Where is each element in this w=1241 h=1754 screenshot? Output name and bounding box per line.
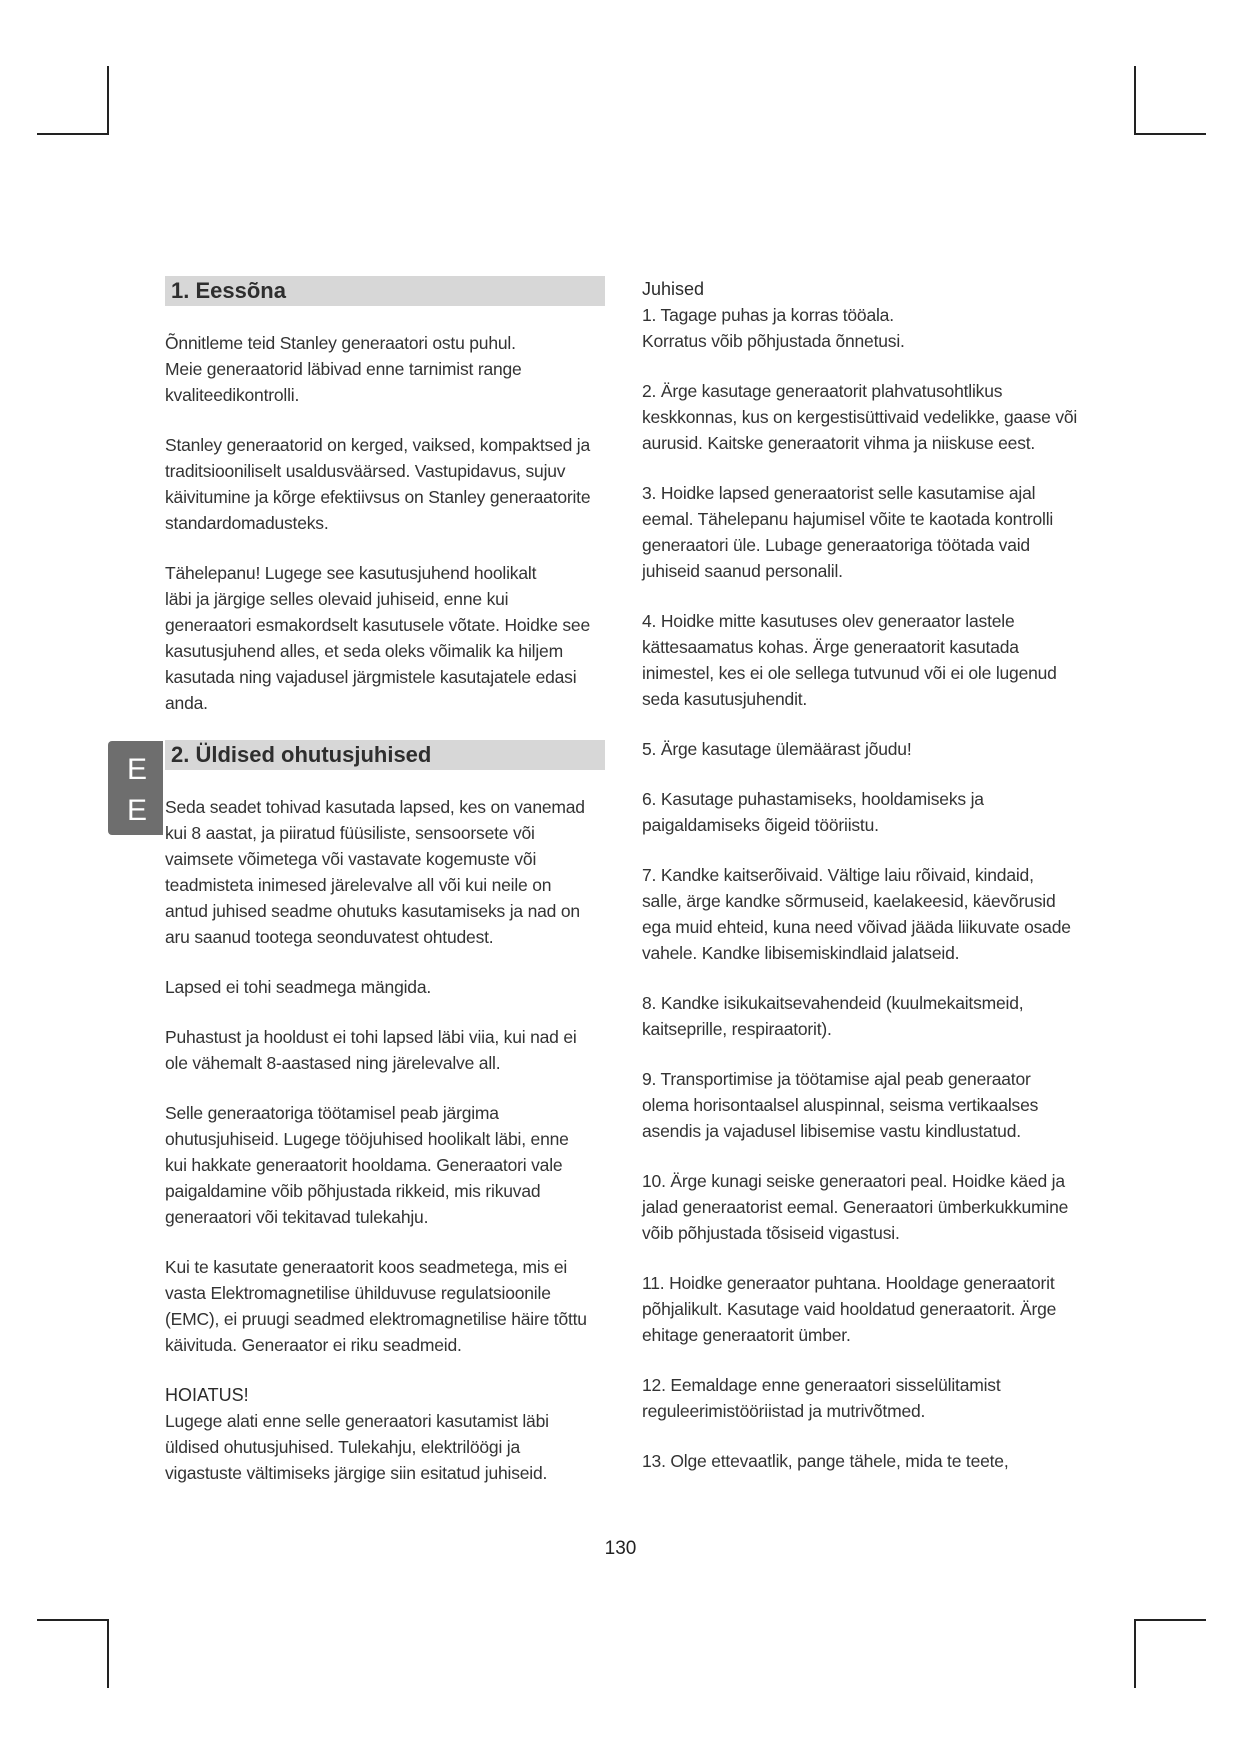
list-item: 2. Ärge kasutage generaatorit plahvatusohtlikus keskkonnas, kus on kergestisüttivaid vedelikke, gaase või aurusid. Kaitske generaatorit vihma ja niiskuse eest.: [642, 381, 1078, 453]
crop-mark-bottom-left-vertical: [107, 1619, 109, 1688]
crop-mark-top-left-horizontal: [37, 133, 109, 135]
language-tab-letter: E: [127, 753, 148, 786]
crop-mark-top-right-horizontal: [1134, 133, 1206, 135]
list-item: 13. Olge ettevaatlik, pange tähele, mida te teete,: [642, 1451, 1009, 1471]
list-item: 4. Hoidke mitte kasutuses olev generaator lastele kättesaamatus kohas. Ärge generaatorit kasutada inimestel, kes ei ole sellega tutvunud või ei ole lugenud seda kasutusjuhendit.: [642, 611, 1057, 709]
paragraph: Stanley generaatorid on kerged, vaiksed, kompaktsed ja traditsiooniliselt usaldusväärsed. Vastupidavus, sujuv käivitumine ja kõrge efektiivsus on Stanley generaatorite standardomadusteks.: [165, 435, 591, 533]
list-item: 5. Ärge kasutage ülemäärast jõudu!: [642, 739, 912, 759]
language-tab-letter: E: [127, 794, 148, 827]
paragraph: Lapsed ei tohi seadmega mängida.: [165, 977, 432, 997]
list-item: 11. Hoidke generaator puhtana. Hooldage generaatorit põhjalikult. Kasutage vaid hooldatud generaatorit. Ärge ehitage generaatorit ümber.: [642, 1273, 1057, 1345]
instructions-heading: Juhised: [642, 279, 705, 299]
paragraph: Õnnitleme teid Stanley generaatori ostu puhul. Meie generaatorid läbivad enne tarnimist range kvaliteedikontrolli.: [165, 333, 522, 405]
list-item: 8. Kandke isikukaitsevahendeid (kuulmekaitsmeid, kaitseprille, respiraatorit).: [642, 993, 1024, 1039]
paragraph: Seda seadet tohivad kasutada lapsed, kes on vanemad kui 8 aastat, ja piiratud füüsiliste, sensoorsete või vaimsete võimetega või vastavate kogemuste või teadmisteta inimesed järelevalve all või kui neile on antud juhised seadme ohutuks kasutamiseks ja nad on aru saanud tootega seonduvatest ohtudest.: [165, 797, 585, 947]
paragraph: Tähelepanu! Lugege see kasutusjuhend hoolikalt läbi ja järgige selles olevaid juhiseid, enne kui generaatori esmakordselt kasutusele võtate. Hoidke see kasutusjuhend alles, et seda oleks võimalik ka hiljem kasutada ning vajadusel järgmistele kasutajatele edasi anda.: [165, 563, 590, 713]
section-heading: 2. Üldised ohutusjuhised: [165, 740, 605, 770]
list-item: 10. Ärge kunagi seiske generaatori peal. Hoidke käed ja jalad generaatorist eemal. Generaatori ümberkukkumine võib põhjustada tõsiseid vigastusi.: [642, 1171, 1069, 1243]
warning-title: HOIATUS!: [165, 1385, 249, 1405]
right-column: [642, 276, 1087, 1474]
paragraph: Kui te kasutate generaatorit koos seadmetega, mis ei vasta Elektromagnetilise ühilduvuse regulatsioonile (EMC), ei pruugi seadmed elektromagnetilise häire tõttu käivituda. Generaator ei riku seadmeid.: [165, 1257, 587, 1355]
list-item: 6. Kasutage puhastamiseks, hooldamiseks ja paigaldamiseks õigeid tööriistu.: [642, 789, 984, 835]
list-item: 3. Hoidke lapsed generaatorist selle kasutamise ajal eemal. Tähelepanu hajumisel võite te kaotada kontrolli generaatori üle. Lubage generaatoriga töötada vaid juhiseid saanud personalil.: [642, 483, 1054, 581]
list-item: 9. Transportimise ja töötamise ajal peab generaator olema horisontaalsel aluspinnal, seisma vertikaalses asendis ja vajadusel libisemise vastu kindlustatud.: [642, 1069, 1039, 1141]
page-number: 130: [604, 1538, 637, 1559]
crop-mark-top-right-vertical: [1134, 66, 1136, 135]
crop-mark-top-left-vertical: [107, 66, 109, 135]
list-item: 1. Tagage puhas ja korras tööala. Korratus võib põhjustada õnnetusi.: [642, 305, 905, 351]
paragraph: Puhastust ja hooldust ei tohi lapsed läbi viia, kui nad ei ole vähemalt 8-aastased ning järelevalve all.: [165, 1027, 577, 1073]
paragraph: Selle generaatoriga töötamisel peab järgima ohutusjuhiseid. Lugege tööjuhised hoolikalt läbi, enne kui hakkate generaatorit hooldama. Generaatori vale paigaldamine võib põhjustada rikkeid, mis rikuvad generaatori või tekitavad tulekahju.: [165, 1103, 569, 1227]
list-item: 12. Eemaldage enne generaatori sisselülitamist reguleerimistööriistad ja mutrivõtmed.: [642, 1375, 1001, 1421]
left-column: [165, 276, 605, 1486]
section-heading: 1. Eessõna: [165, 276, 605, 306]
warning-text: Lugege alati enne selle generaatori kasutamist läbi üldised ohutusjuhised. Tulekahju, elektrilöögi ja vigastuste vältimiseks järgige siin esitatud juhiseid.: [165, 1411, 549, 1483]
list-item: 7. Kandke kaitserõivaid. Vältige laiu rõivaid, kindaid, salle, ärge kandke sõrmuseid, kaelakeesid, käevõrusid ega muid ehteid, kuna need võivad jääda liikuvate osade vahele. Kandke libisemiskindlaid jalatseid.: [642, 865, 1071, 963]
crop-mark-bottom-right-horizontal: [1134, 1619, 1206, 1621]
crop-mark-bottom-right-vertical: [1134, 1619, 1136, 1688]
crop-mark-bottom-left-horizontal: [37, 1619, 109, 1621]
